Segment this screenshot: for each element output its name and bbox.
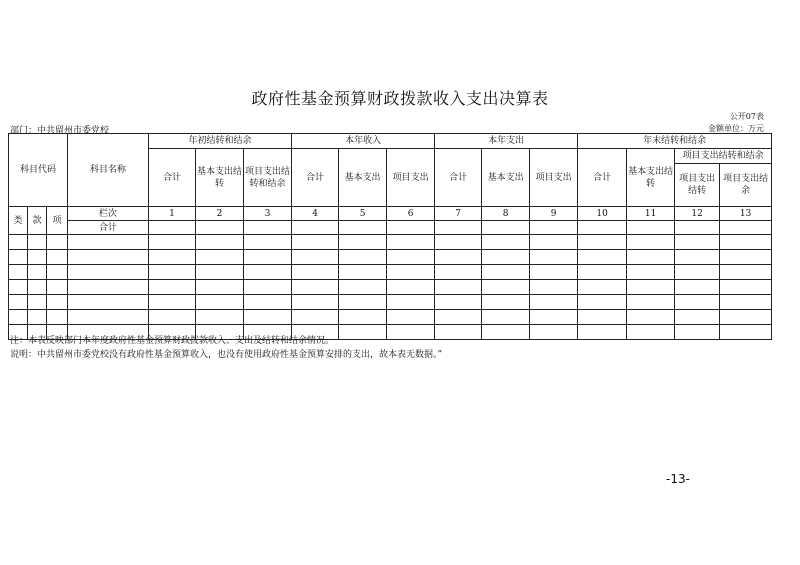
header-begin-project: 项目支出结转和结余 (244, 149, 292, 207)
col-number: 3 (244, 207, 292, 221)
table-cell (244, 221, 292, 235)
table-cell (530, 221, 578, 235)
department-label: 部门：中共留州市委党校 (10, 126, 110, 136)
header-expense-basic: 基本支出 (482, 149, 530, 207)
table-row (9, 265, 772, 280)
form-number: 公开07表 (729, 112, 764, 121)
header-income-basic: 基本支出 (339, 149, 387, 207)
col-number: 11 (627, 207, 675, 221)
header-expense-total: 合计 (435, 149, 482, 207)
col-number: 12 (675, 207, 720, 221)
table-cell (675, 221, 720, 235)
table-row (9, 310, 772, 325)
table-row (9, 250, 772, 265)
empty-rows (9, 235, 772, 340)
header-section: 款 (28, 207, 47, 235)
col-number: 8 (482, 207, 530, 221)
header-begin-basic: 基本支出结转 (196, 149, 244, 207)
page-number: -13- (666, 472, 690, 486)
col-number: 13 (720, 207, 772, 221)
col-number: 1 (149, 207, 196, 221)
header-end-project-carry: 项目支出结转 (675, 163, 720, 207)
col-number: 9 (530, 207, 578, 221)
header-group-income: 本年收入 (292, 134, 435, 149)
table-cell (292, 221, 339, 235)
header-end-basic: 基本支出结转 (627, 149, 675, 207)
col-number: 4 (292, 207, 339, 221)
table-cell (149, 221, 196, 235)
table-cell (482, 221, 530, 235)
budget-table (8, 133, 772, 340)
header-group-begin: 年初结转和结余 (149, 134, 292, 149)
col-number: 10 (578, 207, 627, 221)
header-end-total: 合计 (578, 149, 627, 207)
table-cell (627, 221, 675, 235)
page-title: 政府性基金预算财政拨款收入支出决算表 (251, 89, 549, 108)
table-row (9, 295, 772, 310)
header-group-end: 年末结转和结余 (578, 134, 772, 149)
header-code: 科目代码 (9, 134, 68, 207)
table-cell (578, 221, 627, 235)
header-income-project: 项目支出 (387, 149, 435, 207)
header-begin-total: 合计 (149, 149, 196, 207)
header-group-expense: 本年支出 (435, 134, 578, 149)
table-cell (435, 221, 482, 235)
table-cell (387, 221, 435, 235)
header-cat: 类 (9, 207, 28, 235)
col-number: 6 (387, 207, 435, 221)
table-explanation: 说明：中共留州市委党校没有政府性基金预算收入，也没有使用政府性基金预算安排的支出，故本表无数据。” (10, 350, 443, 360)
sum-row-label: 合计 (68, 221, 149, 235)
header-end-project-surplus: 项目支出结余 (720, 163, 772, 207)
table-row (9, 280, 772, 295)
header-end-project-group: 项目支出结转和结余 (675, 149, 772, 164)
col-number: 2 (196, 207, 244, 221)
header-item: 项 (47, 207, 68, 235)
table-row (9, 235, 772, 250)
header-name: 科目名称 (68, 134, 149, 207)
table-note: 注：本表反映部门本年度政府性基金预算财政拨款收入、支出及结转和结余情况。 (10, 336, 335, 346)
col-number: 5 (339, 207, 387, 221)
table-cell (339, 221, 387, 235)
col-number: 7 (435, 207, 482, 221)
header-income-total: 合计 (292, 149, 339, 207)
col-index-label: 栏次 (68, 207, 149, 221)
table-cell (720, 221, 772, 235)
header-expense-project: 项目支出 (530, 149, 578, 207)
table-cell (196, 221, 244, 235)
unit-label: 金额单位：万元 (708, 124, 764, 133)
